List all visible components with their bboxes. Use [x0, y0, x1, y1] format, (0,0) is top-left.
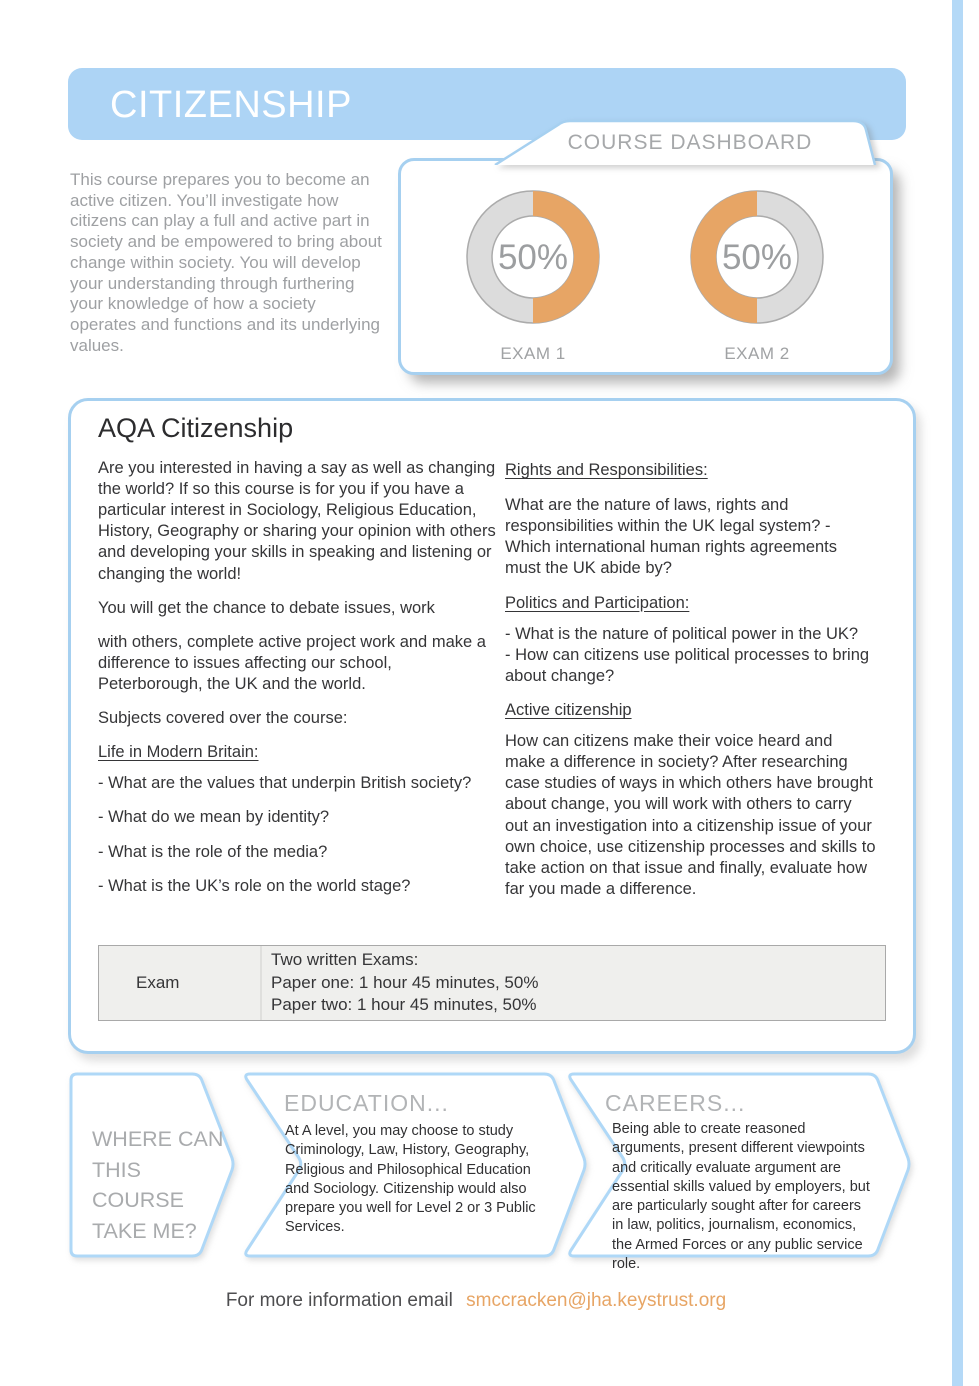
right-column [505, 458, 876, 913]
exam1-donut-chart [463, 187, 603, 327]
course-detail-panel [68, 398, 916, 1054]
paragraph: Are you interested in having a say as well as changing the world? If so this course is for you if you have a particular interest in Sociology, Religious Education, History, Geography or sharing your opinion with others and developing your skills in speaking and listening or changing the world! [98, 459, 496, 583]
careers-body: Being able to create reasoned arguments, present different viewpoints and critically evaluate argument are essential skills valued by employers, but are particularly sought after for careers in law, politics, journalism, economics, the Armed Forces or any public service role. [612, 1121, 870, 1272]
exam2-donut-chart [687, 187, 827, 327]
topic-heading: Life in Modern Britain: [98, 743, 259, 762]
exam-table-row-label: Exam [99, 946, 262, 1020]
section-title: AQA Citizenship [98, 413, 294, 443]
bullet-item: - What are the values that underpin British society? [98, 774, 472, 793]
exam-detail-line: Two written Exams: [271, 950, 419, 970]
question-line: THIS COURSE [92, 1157, 184, 1213]
exam-table-details [262, 946, 885, 1020]
education-heading: EDUCATION... [284, 1090, 449, 1116]
bullet-item: - What is the nature of political power in the UK? [505, 624, 859, 643]
topic-heading: Active citizenship [505, 700, 632, 719]
topic-heading: Rights and Responsibilities: [505, 461, 708, 479]
bullet-item: - What do we mean by identity? [98, 808, 330, 827]
exam2-label: EXAM 2 [724, 344, 790, 363]
exam2-percent-value: 50% [721, 238, 793, 277]
paragraph: What are the nature of laws, rights and responsibilities within the UK legal system? - Which international human rights agreements must the UK abide by? [505, 496, 838, 578]
contact-email-link[interactable]: smccracken@jha.keystrust.org [466, 1290, 727, 1311]
page-edge-stripe [952, 0, 963, 1386]
bullet-item: - What is the role of the media? [98, 842, 328, 861]
dashboard-heading: COURSE DASHBOARD [567, 131, 813, 154]
course-intro-text: This course prepares you to become an active citizen. You’ll investigate how citizens can play a full and active part in society and be empowered to bring about change within society. You will develop your understanding through furthering your knowledge of how a society operates and functions and its underlying values. [70, 170, 382, 355]
bullet-item: - What is the UK’s role on the world stage? [98, 876, 411, 895]
pathway-question [92, 1124, 238, 1246]
footer-label: For more information email [225, 1290, 453, 1311]
exam-table [98, 945, 886, 1021]
careers-heading: CAREERS... [605, 1090, 746, 1116]
exam1-label: EXAM 1 [500, 344, 566, 363]
question-line: WHERE CAN [92, 1127, 224, 1151]
topic-heading: Politics and Participation: [505, 593, 690, 612]
exam1-percent-value: 50% [497, 238, 569, 277]
paragraph: with others, complete active project work and make a difference to issues affecting our school, Peterborough, the UK and the world. [98, 632, 486, 693]
where-can-this-course-take-me-shape [66, 1070, 238, 1260]
page-title: CITIZENSHIP [110, 84, 352, 126]
bullet-item: - How can citizens use political processes to bring about change? [505, 645, 870, 685]
exam-detail-line: Paper two: 1 hour 45 minutes, 50% [271, 995, 537, 1015]
course-dashboard-tab [470, 118, 890, 165]
question-line: TAKE ME? [92, 1218, 197, 1243]
careers-pathway-shape [562, 1070, 914, 1272]
education-pathway-shape [238, 1070, 590, 1260]
exam-detail-line: Paper one: 1 hour 45 minutes, 50% [271, 972, 539, 992]
footer [0, 1290, 952, 1312]
left-column [98, 458, 496, 910]
education-body: At A level, you may choose to study Criminology, Law, History, Geography, Religious and Philosophical Education and Sociology. Citizenship would also prepare you well for Level 2 or 3 Public Services. [285, 1123, 536, 1236]
paragraph: How can citizens make their voice heard and make a difference in society? After researching case studies of ways in which others have brought about change, you will work with others to carry out an investigation into a citizenship issue of your own choice, use citizenship processes and skills to take action on that issue and finally, evaluate how far you made a difference. [505, 732, 876, 898]
paragraph: You will get the chance to debate issues, work [98, 598, 435, 617]
paragraph: Subjects covered over the course: [98, 709, 348, 728]
